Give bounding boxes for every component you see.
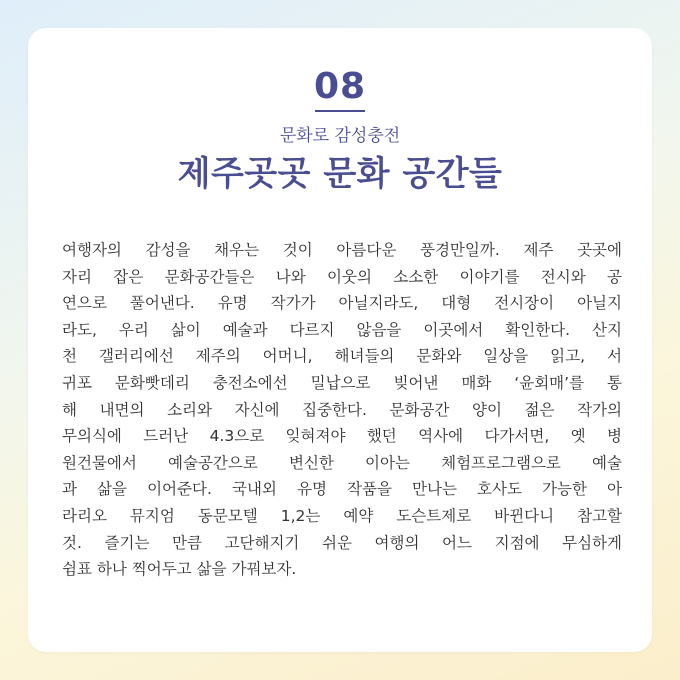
section-subtitle: 문화로 감성충전 (279, 126, 401, 146)
section-title: 제주곳곳 문화 공간들 (177, 154, 503, 194)
body-line: 자리 잡은 문화공간들은 나와 이웃의 소소한 이야기를 전시와 공 (62, 267, 622, 286)
number-underline (315, 110, 365, 112)
body-line: 것. 즐기는 만큼 고단해지기 쉬운 여행의 어느 지점에 무심하게 (62, 533, 622, 552)
body-line: 무의식에 드러난 4.3으로 잊혀져야 했던 역사에 다가서면, 옛 병 (62, 427, 622, 446)
content-card (28, 28, 652, 652)
body-line: 천 갤러리에선 제주의 어머니, 해녀들의 문화와 일상을 읽고, 서 (62, 347, 622, 366)
body-line: 과 삶을 이어준다. 국내외 유명 작품을 만나는 호사도 가능한 아 (62, 480, 622, 499)
body-line: 연으로 풀어낸다. 유명 작가가 아닐지라도, 대형 전시장이 아닐지 (62, 294, 622, 313)
body-line: 귀포 문화빳데리 충전소에선 밀납으로 빚어낸 매화 ‘윤회매’를 통 (62, 373, 622, 392)
body-line: 원건물에서 예술공간으로 변신한 이아는 체험프로그램으로 예술 (62, 453, 622, 472)
body-line: 라도, 우리 삶이 예술과 다르지 않음을 이곳에서 확인한다. 산지 (62, 320, 622, 339)
body-line: 여행자의 감성을 채우는 것이 아름다운 풍경만일까. 제주 곳곳에 (62, 241, 622, 259)
body-paragraph (62, 237, 622, 583)
section-number: 08 (313, 66, 367, 107)
body-line: 해 내면의 소리와 자신에 집중한다. 문화공간 양이 젊은 작가의 (62, 400, 622, 419)
body-line: 라리오 뮤지엄 동문모텔 1,2는 예약 도슨트제로 바뀐다니 참고할 (62, 506, 622, 525)
body-line: 쉼표 하나 찍어두고 삶을 가꿔보자. (62, 560, 297, 579)
